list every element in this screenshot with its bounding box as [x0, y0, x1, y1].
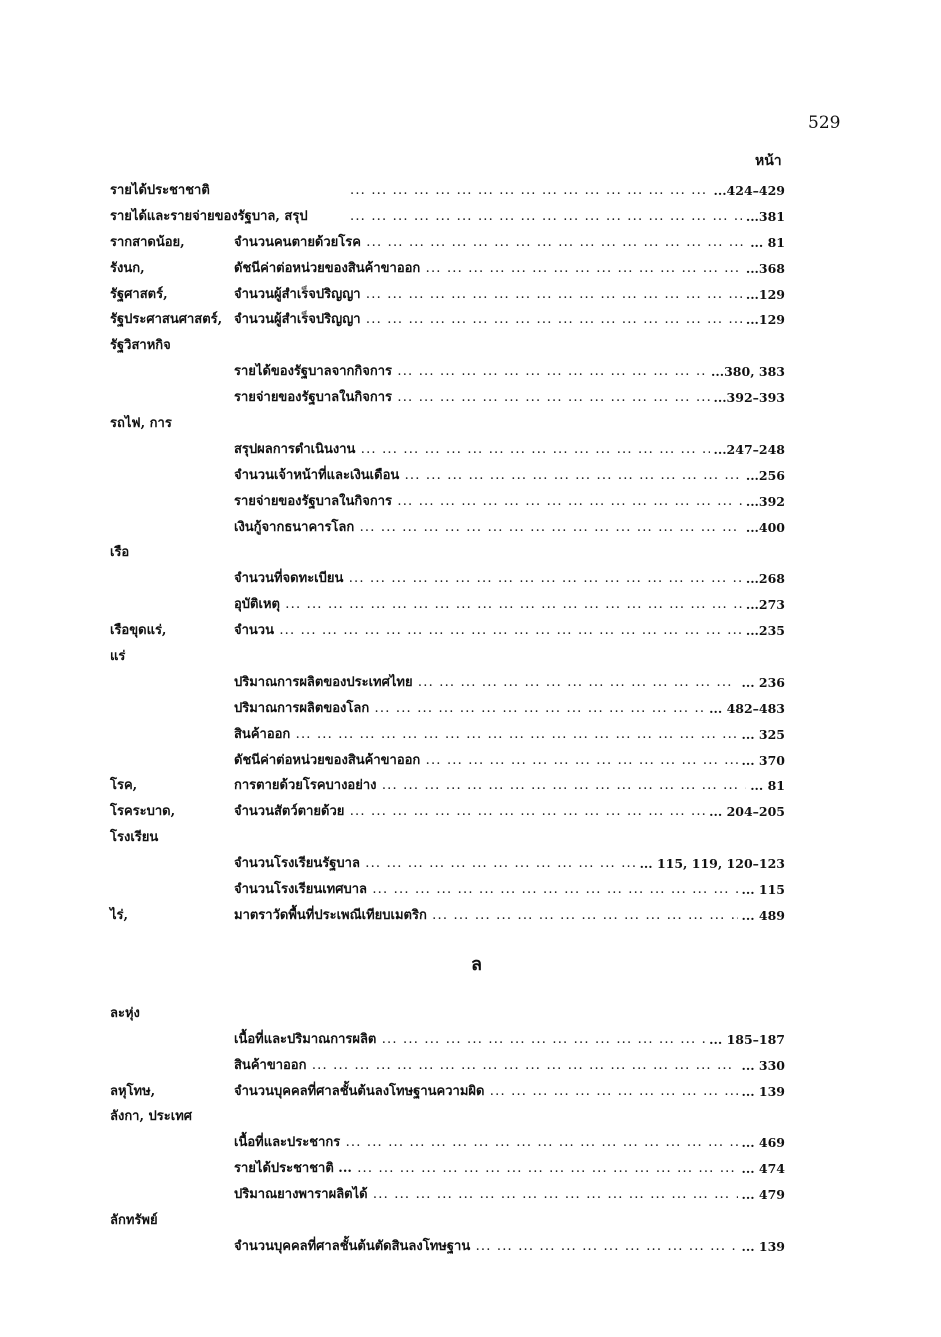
entry-term: ไร่,	[110, 907, 129, 923]
index-entry	[0, 1182, 941, 1208]
index-entries	[0, 178, 941, 1260]
entry-description: จำนวนสัตว์ตายด้วย ... .	[234, 799, 785, 825]
entry-description: รายได้ของรัฐบาลจากกิจการ ... .	[234, 359, 785, 385]
entry-page-reference: ...392	[742, 489, 785, 515]
index-entry	[0, 463, 941, 489]
entry-description: อุบัติเหตุ ... .	[234, 592, 785, 618]
entry-description: รายได้ประชาชาติ ... ... .	[234, 1156, 785, 1182]
entry-page-reference: ... 474	[738, 1156, 786, 1182]
entry-description: จำนวนโรงเรียนรัฐบาล ... .	[234, 851, 785, 877]
entry-description: การตายด้วยโรคบางอย่าง ... .	[234, 773, 785, 799]
index-entry	[0, 618, 941, 644]
entry-description: ดัชนีค่าต่อหน่วยของสินค้าขาออก ... .	[234, 256, 785, 282]
entry-page-reference: ...380, 383	[707, 359, 785, 385]
entry-description: จำนวน ... .	[234, 618, 785, 644]
entry-description: รายจ่ายของรัฐบาลในกิจการ ... .	[234, 385, 785, 411]
entry-page-reference: ...129	[742, 282, 785, 308]
entries-group-lor-ling	[0, 1001, 941, 1260]
index-entry	[0, 748, 941, 774]
entry-description: จำนวนผู้สำเร็จปริญญา ... .	[234, 307, 785, 333]
entry-term: แร่	[110, 649, 126, 665]
entry-term: ลักทรัพย์	[110, 1212, 158, 1228]
entry-page-reference: ... 479	[738, 1182, 786, 1208]
entry-description: สินค้าขาออก ... .	[234, 1053, 785, 1079]
entry-page-reference: ...129	[742, 307, 785, 333]
index-entry	[0, 230, 941, 256]
index-entry	[0, 256, 941, 282]
index-entry	[0, 1027, 941, 1053]
entry-term: เรือ	[110, 545, 130, 561]
index-entry	[0, 204, 941, 230]
entry-description	[350, 204, 785, 230]
entry-description: รายจ่ายของรัฐบาลในกิจการ ... .	[234, 489, 785, 515]
entry-page-reference: ... 115, 119, 120–123	[636, 851, 785, 877]
entry-page-reference: ...400	[742, 515, 785, 541]
index-entry	[0, 1079, 941, 1105]
entry-term: ลหุโทษ,	[110, 1083, 156, 1099]
entry-page-reference: ...256	[742, 463, 785, 489]
entry-description: เนื้อที่และประชากร ... .	[234, 1130, 785, 1156]
entry-page-reference: ... 482–483	[705, 696, 785, 722]
entry-page-reference: ... 185–187	[705, 1027, 785, 1053]
entry-page-reference: ... 236	[738, 670, 786, 696]
entry-term: รายได้และรายจ่ายของรัฐบาล, สรุป	[110, 208, 308, 224]
entry-description: จำนวนโรงเรียนเทศบาล ... .	[234, 877, 785, 903]
index-entry	[0, 670, 941, 696]
entry-page-reference: ... 489	[738, 903, 786, 929]
index-entry	[0, 1001, 941, 1027]
index-entry	[0, 722, 941, 748]
entry-description: ดัชนีค่าต่อหน่วยของสินค้าขาออก ... .	[234, 748, 785, 774]
entry-term: เรือขุดแร่,	[110, 623, 167, 639]
index-entry	[0, 178, 941, 204]
entry-page-reference: ...424–429	[710, 178, 786, 204]
entry-page-reference: ... 81	[746, 230, 785, 256]
entry-page-reference: ... 139	[738, 1234, 786, 1260]
entries-group-ror-ruea	[0, 178, 941, 929]
index-entry	[0, 282, 941, 308]
entry-page-reference: ... 139	[738, 1079, 786, 1105]
index-entry	[0, 385, 941, 411]
index-entry	[0, 773, 941, 799]
entry-term: โรงเรียน	[110, 830, 159, 846]
entry-description: จำนวนที่จดทะเบียน ... .	[234, 566, 785, 592]
entry-description: จำนวนบุคคลที่ศาลชั้นต้นตัดสินลงโทษฐาน ... .	[234, 1234, 785, 1260]
index-entry	[0, 1234, 941, 1260]
index-entry	[0, 851, 941, 877]
entry-description: เงินกู้จากธนาคารโลก ... .	[234, 515, 785, 541]
entry-page-reference: ... 115	[738, 877, 786, 903]
index-entry	[0, 333, 941, 359]
entry-description: จำนวนผู้สำเร็จปริญญา ... .	[234, 282, 785, 308]
index-entry	[0, 799, 941, 825]
entry-term: รัฐศาสตร์,	[110, 286, 168, 302]
index-entry	[0, 903, 941, 929]
entry-term: รากสาดน้อย,	[110, 234, 185, 250]
index-entry	[0, 489, 941, 515]
index-entry	[0, 1053, 941, 1079]
entry-term: รายได้ประชาชาติ	[110, 183, 210, 198]
page-number: 529	[808, 113, 841, 133]
entry-term: รถไฟ, การ	[110, 416, 172, 432]
entry-page-reference: ...381	[742, 204, 785, 230]
entry-page-reference: ... 325	[738, 722, 786, 748]
entry-description: สรุปผลการดำเนินงาน ... .	[234, 437, 785, 463]
entry-description: สินค้าออก ... .	[234, 722, 785, 748]
page-column-header: หน้า	[755, 153, 782, 169]
index-entry	[0, 411, 941, 437]
entry-term: รัฐประศาสนศาสตร์,	[110, 312, 223, 328]
entry-page-reference: ... 469	[738, 1130, 786, 1156]
index-entry	[0, 359, 941, 385]
entry-term: โรค,	[110, 778, 138, 794]
index-entry	[0, 877, 941, 903]
entry-description: ปริมาณการผลิตของประเทศไทย ... .	[234, 670, 785, 696]
entry-page-reference: ... 330	[738, 1053, 786, 1079]
index-entry	[0, 1156, 941, 1182]
index-entry	[0, 540, 941, 566]
index-entry	[0, 437, 941, 463]
entry-description: ปริมาณการผลิตของโลก ... .	[234, 696, 785, 722]
index-entry	[0, 515, 941, 541]
index-entry	[0, 1130, 941, 1156]
entry-description: เนื้อที่และปริมาณการผลิต ... .	[234, 1027, 785, 1053]
entry-term: รัฐวิสาหกิจ	[110, 338, 171, 354]
entry-description: จำนวนบุคคลที่ศาลชั้นต้นลงโทษฐานความผิด ... .	[234, 1079, 785, 1105]
index-entry	[0, 1104, 941, 1130]
entry-term: โรคระบาด,	[110, 804, 176, 820]
entry-page-reference: ...247–248	[710, 437, 786, 463]
entry-description: จำนวนคนตายด้วยโรค ... .	[234, 230, 785, 256]
entry-description: มาตราวัดพื้นที่ประเพณีเทียบเมตริก ... .	[234, 903, 785, 929]
index-entry	[0, 592, 941, 618]
entry-term: ลังกา, ประเทศ	[110, 1109, 193, 1125]
entry-page-reference: ...268	[742, 566, 785, 592]
entry-term: รังนก,	[110, 260, 145, 276]
entry-page-reference: ... 204–205	[705, 799, 785, 825]
section-heading: ล	[470, 953, 483, 975]
entry-description: จำนวนเจ้าหน้าที่และเงินเดือน ... .	[234, 463, 785, 489]
entry-term: ละหุ่ง	[110, 1005, 140, 1021]
entry-page-reference: ...235	[742, 618, 785, 644]
index-entry	[0, 825, 941, 851]
index-entry	[0, 696, 941, 722]
entry-page-reference: ...368	[742, 256, 785, 282]
entry-page-reference: ...392–393	[710, 385, 786, 411]
index-entry	[0, 644, 941, 670]
index-entry	[0, 1208, 941, 1234]
entry-page-reference: ...273	[742, 592, 785, 618]
index-entry	[0, 307, 941, 333]
entry-page-reference: ... 81	[746, 773, 785, 799]
entry-page-reference: ... 370	[738, 748, 786, 774]
entry-description: ปริมาณยางพาราผลิตได้ ... .	[234, 1182, 785, 1208]
index-entry	[0, 566, 941, 592]
